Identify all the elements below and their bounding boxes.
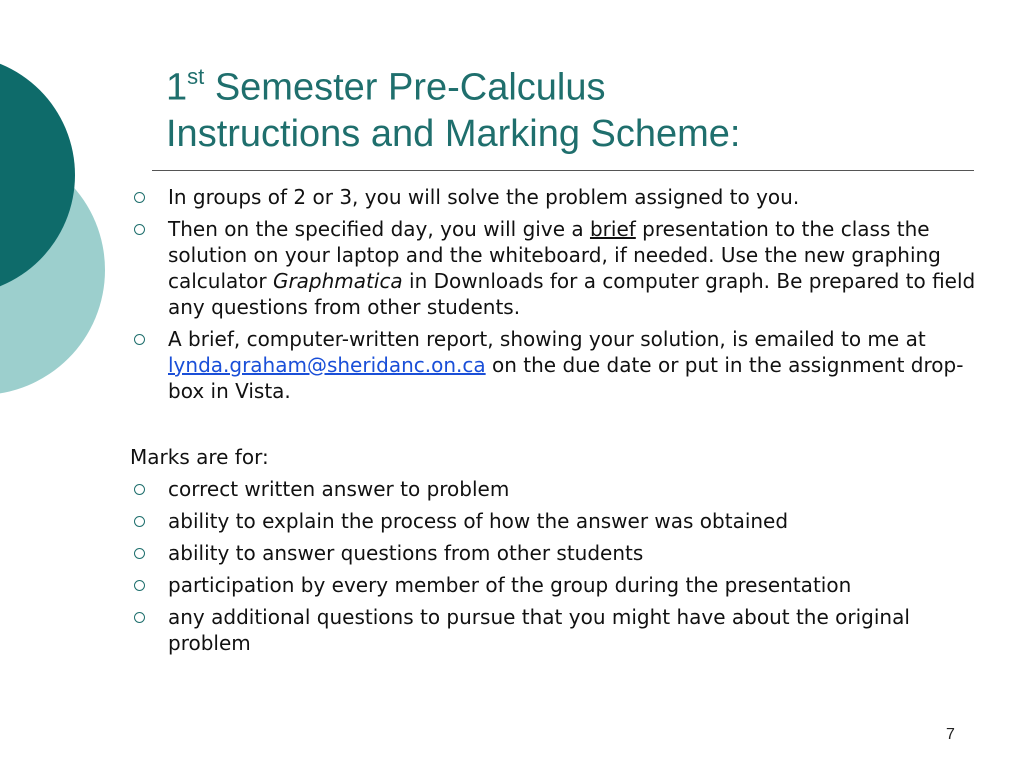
bullet-icon: [134, 224, 145, 235]
instruction-item: In groups of 2 or 3, you will solve the problem assigned to you.: [130, 184, 980, 210]
bullet-icon: [134, 580, 145, 591]
decorative-circles: [0, 0, 120, 420]
title-divider: [152, 170, 974, 171]
marks-item: ability to explain the process of how the answer was obtained: [130, 508, 980, 534]
marks-item: participation by every member of the group during the presentation: [130, 572, 980, 598]
marks-item: ability to answer questions from other students: [130, 540, 980, 566]
email-link[interactable]: lynda.graham@sheridanc.on.ca: [168, 353, 486, 377]
bullet-icon: [134, 548, 145, 559]
instruction-item: Then on the specified day, you will give a brief presentation to the class the solution on your laptop and the whiteboard, if needed. Use the new graphing calculator Graphmatica in Downloads for a computer graph. Be prepared to field any questions from other students.: [130, 216, 980, 320]
slide-title: 1st Semester Pre-Calculus Instructions and Marking Scheme:: [166, 64, 741, 155]
slide-body: [130, 184, 980, 662]
instruction-item: A brief, computer-written report, showing your solution, is emailed to me at lynda.graham@sheridanc.on.ca on the due date or put in the assignment drop-box in Vista.: [130, 326, 980, 404]
page-number: 7: [946, 726, 955, 743]
bullet-icon: [134, 334, 145, 345]
bullet-icon: [134, 484, 145, 495]
bullet-icon: [134, 516, 145, 527]
marks-item: correct written answer to problem: [130, 476, 980, 502]
bullet-icon: [134, 612, 145, 623]
marks-heading: Marks are for:: [130, 445, 269, 469]
bullet-icon: [134, 192, 145, 203]
marks-item: any additional questions to pursue that you might have about the original problem: [130, 604, 980, 656]
